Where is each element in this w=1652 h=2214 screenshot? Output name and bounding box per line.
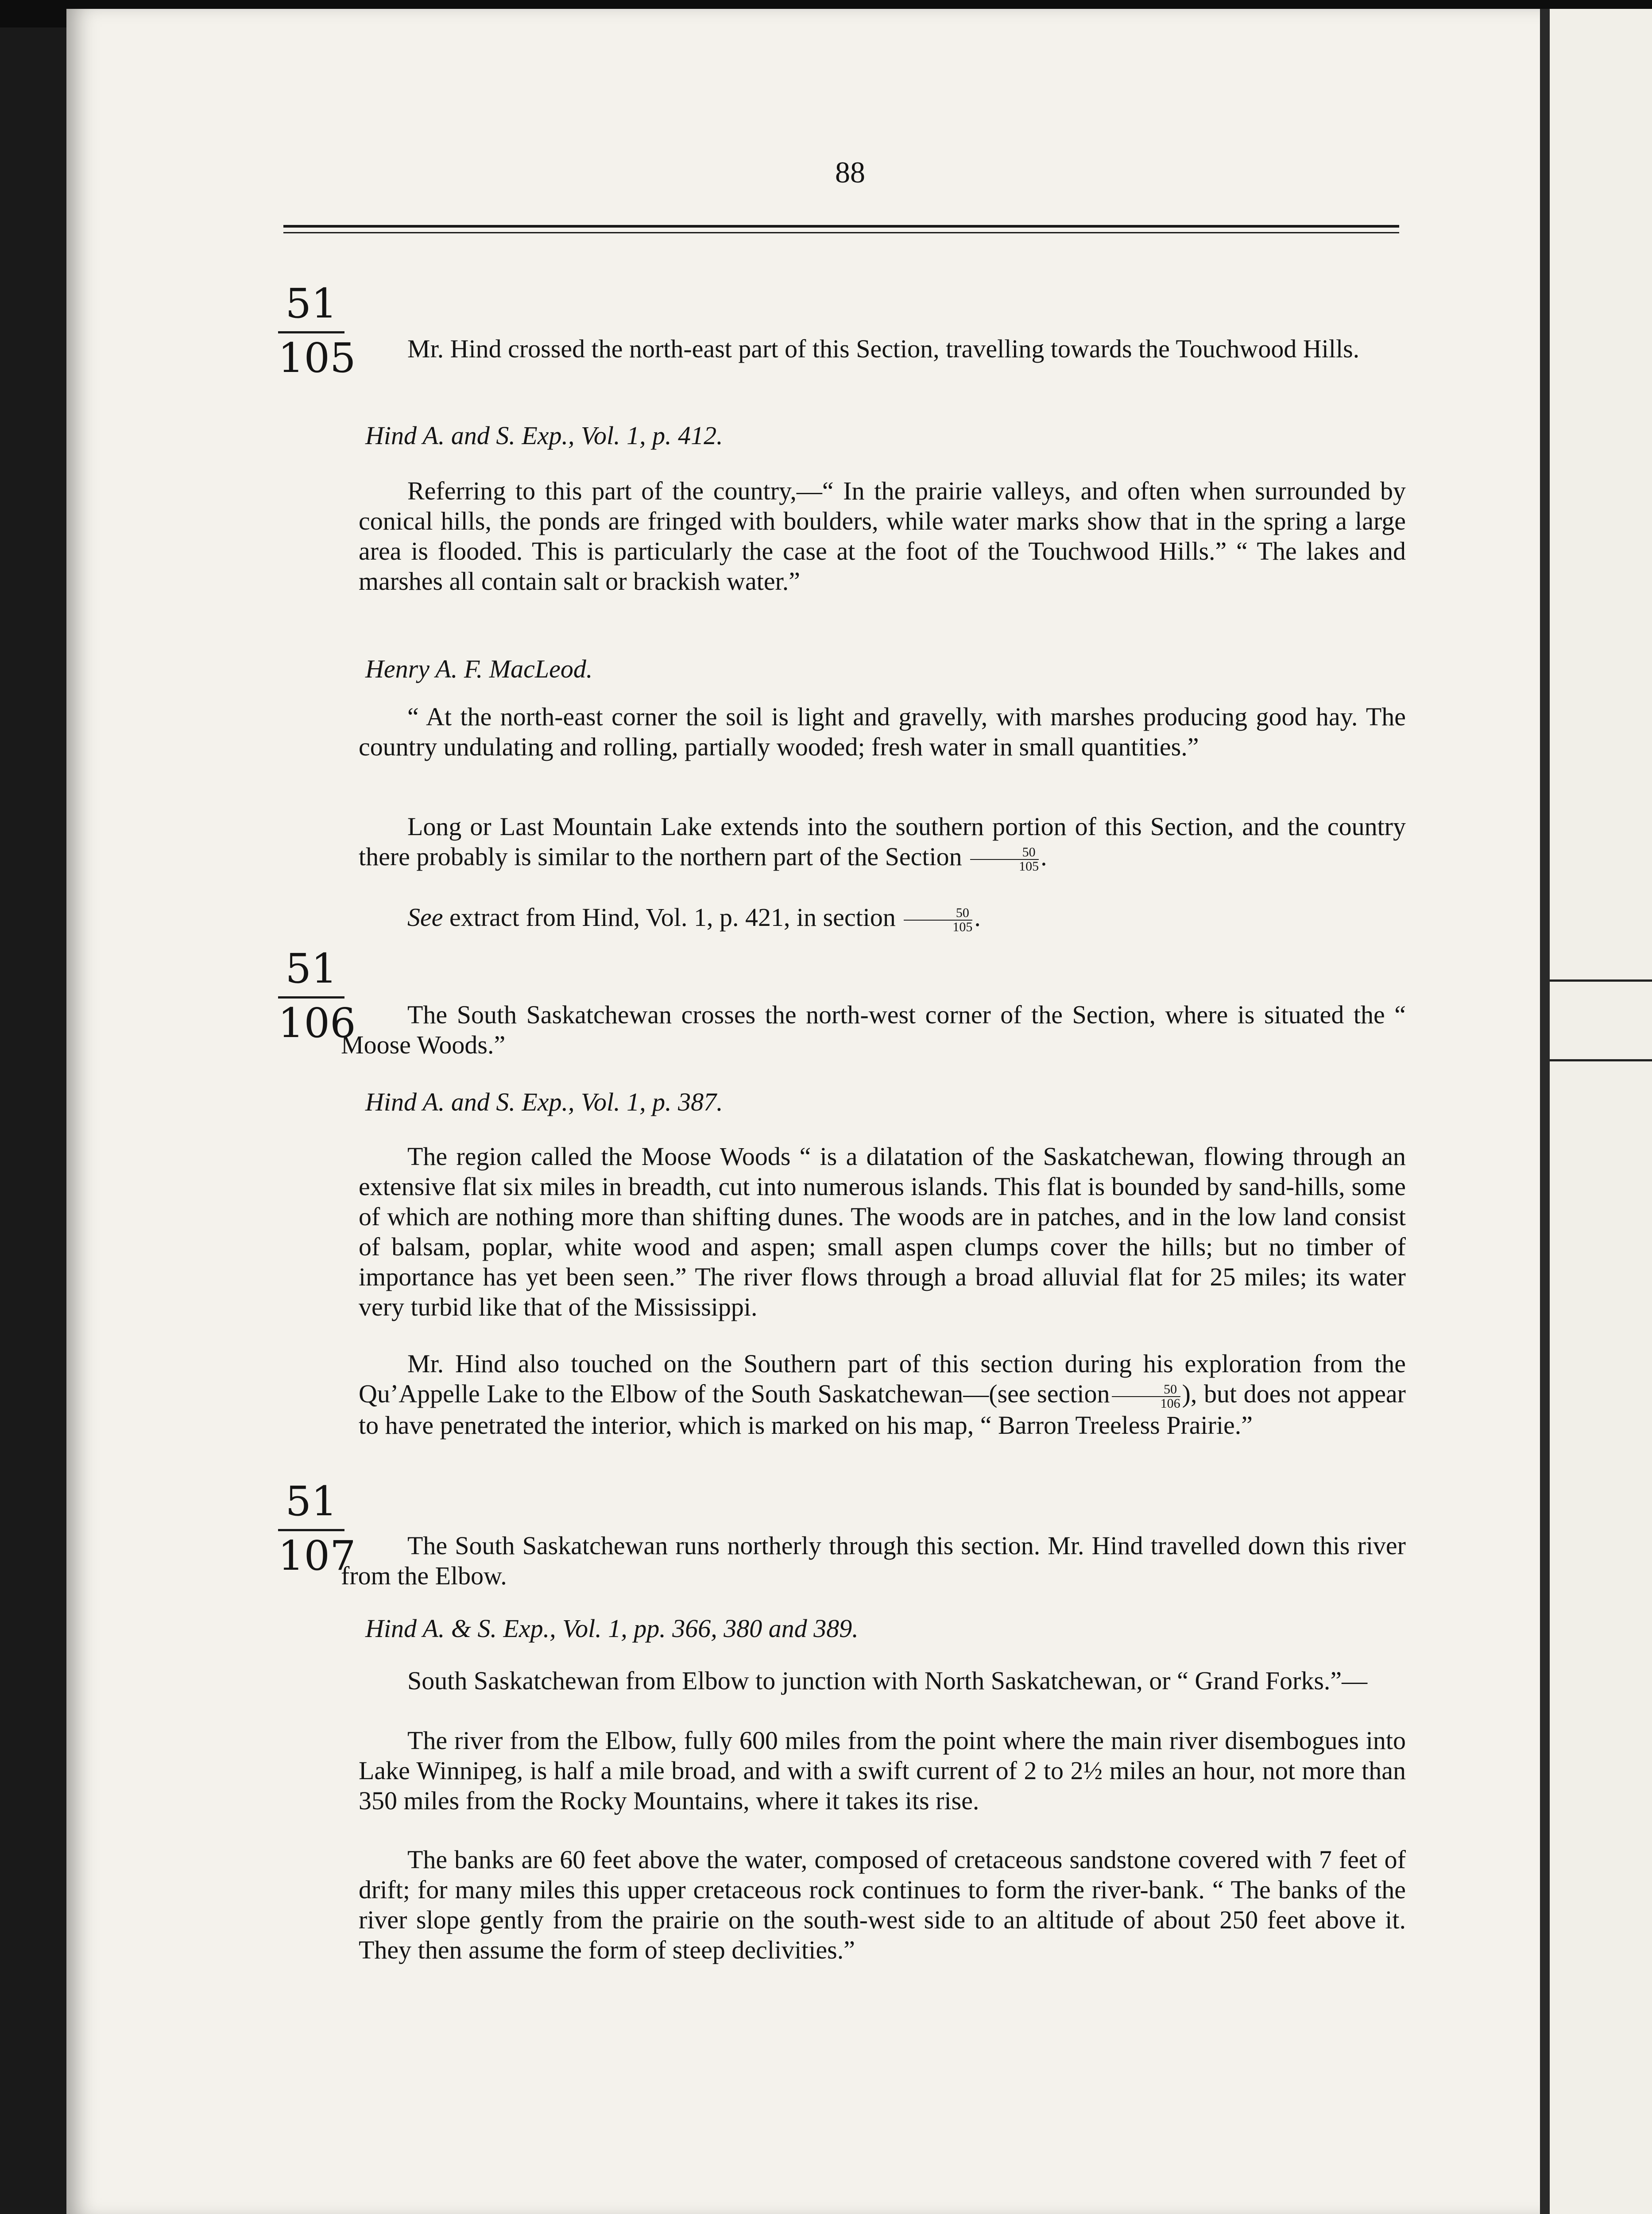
section-denominator: 106 xyxy=(278,999,356,1047)
header-rule-thin xyxy=(283,232,1399,233)
section-number xyxy=(278,1478,356,1579)
book-gutter xyxy=(1540,9,1550,2214)
section-numerator: 51 xyxy=(278,1481,344,1531)
paragraph-text: ), but does not appear to have penetrated the interior, which is marked on his map, “ Barron Treeless Prairie.” xyxy=(359,1379,1406,1440)
paragraph: The banks are 60 feet above the water, composed of cretaceous sandstone covered with 7 feet of drift; for many miles this upper cretaceous rock continues to form the river-bank. “ The banks of the river slope gently from the prairie on the south-west side to an altitude of about 250 feet above it. They then assume the form of steep declivities.” xyxy=(359,1845,1406,1964)
paragraph: South Saskatchewan from Elbow to junction with North Saskatchewan, or “ Grand Forks.”— xyxy=(407,1666,1368,1695)
section-numerator: 51 xyxy=(278,948,344,999)
section-numerator: 51 xyxy=(278,283,344,333)
facing-page-edge xyxy=(1550,9,1652,2214)
citation: Hind A. & S. Exp., Vol. 1, pp. 366, 380 and 389. xyxy=(365,1614,859,1643)
section-denominator: 105 xyxy=(278,334,356,382)
paragraph: “ At the north-east corner the soil is light and gravelly, with marshes producing good hay. The country undulating and rolling, partially wooded; fresh water in small quantities.” xyxy=(359,702,1406,761)
citation: Hind A. and S. Exp., Vol. 1, p. 387. xyxy=(365,1088,723,1116)
section-intro: Mr. Hind crossed the north-east part of this Section, travelling towards the Touchwood Hills. xyxy=(407,334,1360,363)
section-intro: The South Saskatchewan crosses the north-west corner of the Section, where is situated the “ Moose Woods.” xyxy=(341,1000,1406,1059)
citation: Hind A. and S. Exp., Vol. 1, p. 412. xyxy=(365,421,723,450)
facing-page-rule xyxy=(1550,979,1652,982)
section-intro: The South Saskatchewan runs northerly through this section. Mr. Hind travelled down this river from the Elbow. xyxy=(341,1531,1406,1590)
paragraph: See extract from Hind, Vol. 1, p. 421, in section $\frac{50}{105}$ . xyxy=(407,903,981,934)
section-fraction: $\frac{50}{106}$ xyxy=(1112,1383,1180,1410)
see-reference: See xyxy=(407,903,443,932)
section-fraction: $\frac{50}{105}$ xyxy=(904,906,972,934)
page-number: 88 xyxy=(835,155,865,189)
citation: Henry A. F. MacLeod. xyxy=(365,654,593,683)
paragraph-text: Mr. Hind also touched on the Southern part of this section during his exploration from the Qu’Appelle Lake to the Elbow of the South Saskatchewan—(see section xyxy=(359,1349,1406,1408)
paragraph: The river from the Elbow, fully 600 miles from the point where the main river disembogues into Lake Winnipeg, is half a mile broad, and with a swift current of 2 to 2½ miles an hour, not more than 350 miles from the Rocky Mountains, where it takes its rise. xyxy=(359,1726,1406,1815)
section-denominator: 107 xyxy=(278,1532,356,1579)
paragraph xyxy=(359,1349,1406,1440)
paragraph: Long or Last Mountain Lake extends into the southern portion of this Section, and the country there probably is similar to the northern part of the Section $\frac{50}{105}$ . xyxy=(359,812,1406,874)
section-fraction: $\frac{50}{105}$ xyxy=(970,846,1039,873)
paragraph: The region called the Moose Woods “ is a dilatation of the Saskatchewan, flowing through an extensive flat six miles in breadth, cut into numerous islands. This flat is bounded by sand-hills, some of which are nothing more than shifting dunes. The woods are in patches, and in the low land consist of balsam, poplar, white wood and aspen; small aspen clumps cover the hills; but no timber of importance has yet been seen.” The river flows through a broad alluvial flat for 25 miles; its water very turbid like that of the Mississippi. xyxy=(359,1142,1406,1321)
paragraph: Referring to this part of the country,—“ In the prairie valleys, and often when surrounded by conical hills, the ponds are fringed with boulders, while water marks show that in the spring a large area is flooded. This is particularly the case at the foot of the Touchwood Hills.” “ The lakes and marshes all contain salt or brackish water.” xyxy=(359,476,1406,596)
section-number xyxy=(278,280,356,382)
section-number xyxy=(278,945,356,1047)
facing-page-rule xyxy=(1550,1059,1652,1061)
paragraph-text: extract from Hind, Vol. 1, p. 421, in section xyxy=(449,903,896,932)
header-rule xyxy=(283,225,1399,228)
paragraph-text: Long or Last Mountain Lake extends into the southern portion of this Section, and the country there probably is similar to the northern part of the Section xyxy=(359,812,1406,871)
